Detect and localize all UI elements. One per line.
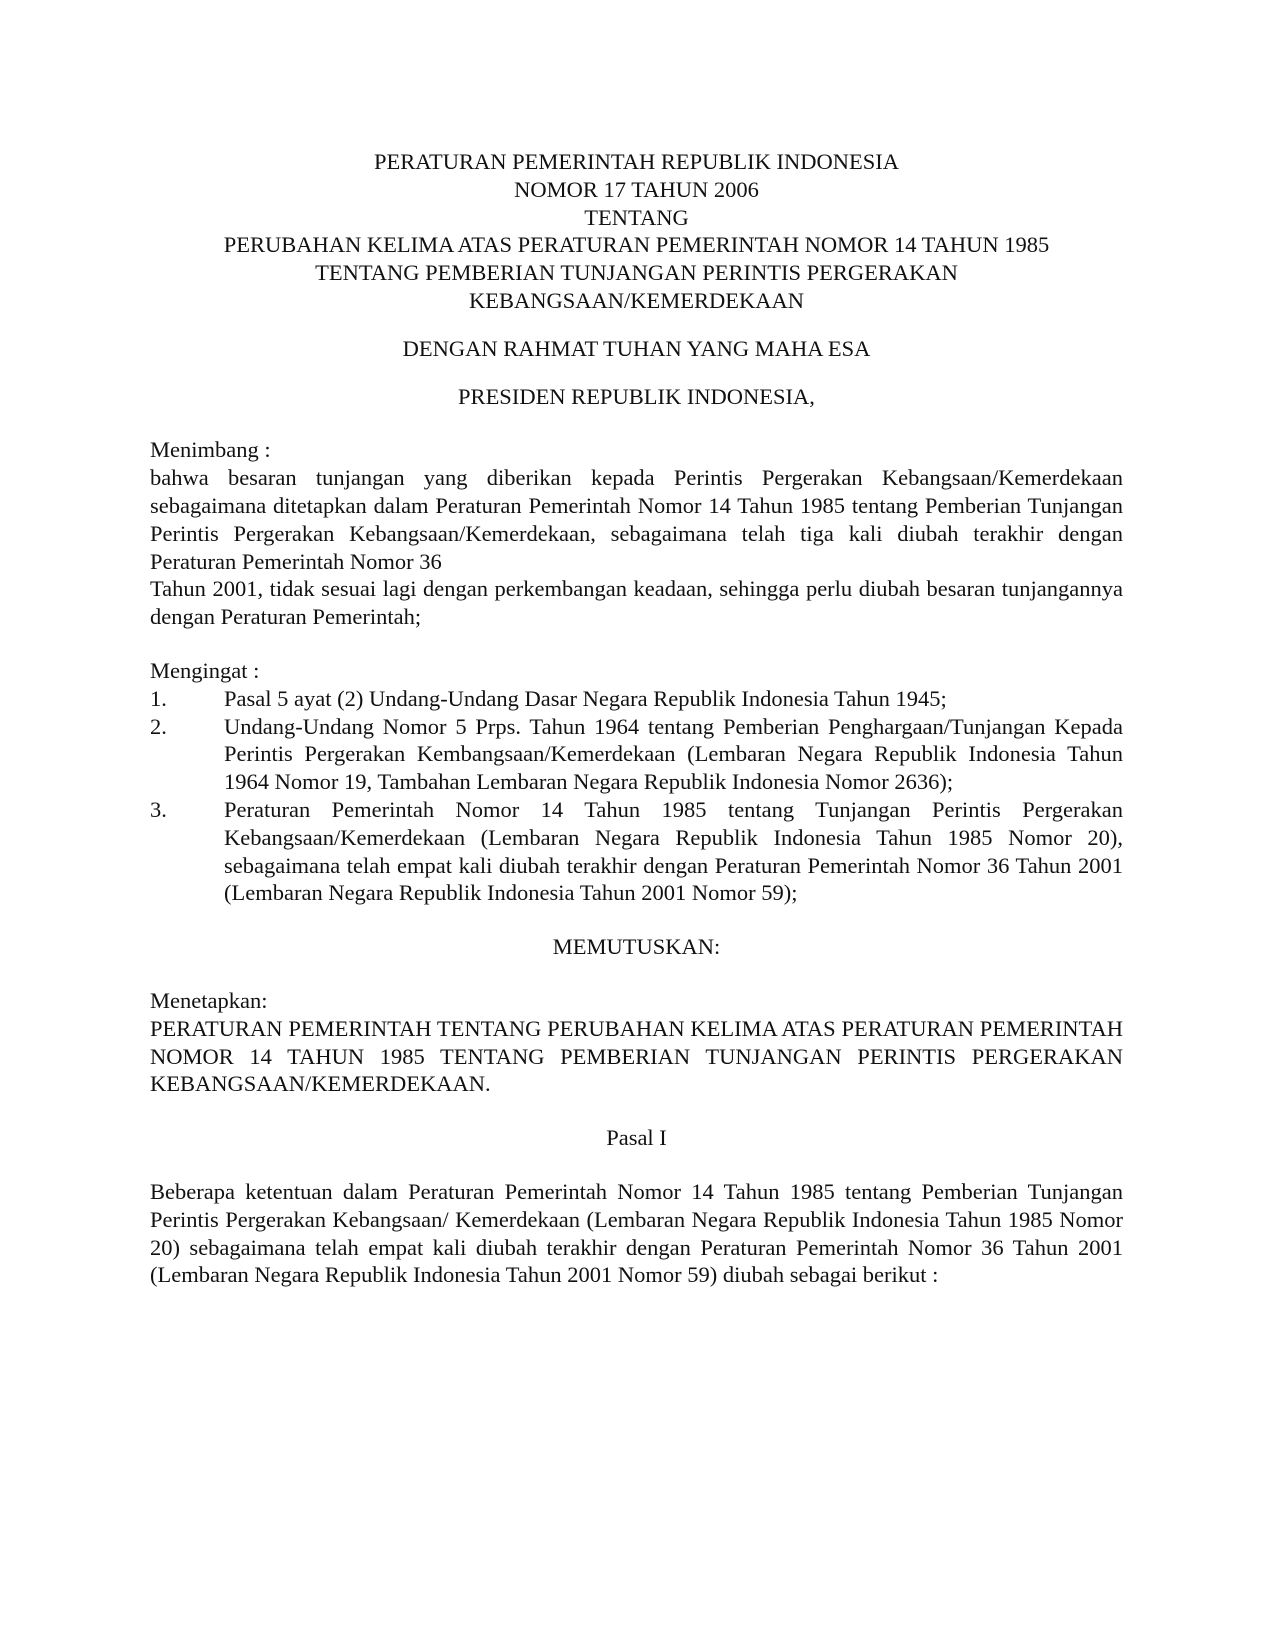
memutuskan-heading: MEMUTUSKAN:	[552, 934, 721, 960]
mengingat-label: Mengingat :	[150, 657, 260, 683]
list-item-number: 1.	[150, 685, 167, 711]
title-line-2: NOMOR 17 TAHUN 2006	[514, 176, 759, 202]
menimbang-label: Menimbang :	[150, 437, 271, 463]
title-line-6: KEBANGSAAN/KEMERDEKAAN	[469, 287, 804, 313]
document-title-block	[150, 148, 1123, 315]
list-item-text: Pasal 5 ayat (2) Undang-Undang Dasar Negara Republik Indonesia Tahun 1945;	[224, 685, 947, 711]
pasal-heading: Pasal I	[606, 1125, 667, 1151]
pasal-paragraph: Beberapa ketentuan dalam Peraturan Pemerintah Nomor 14 Tahun 1985 tentang Pemberian Tunjangan Perintis Pergerakan Kebangsaan/ Kemerdekaan (Lembaran Negara Republik Indonesia Tahun 1985 Nomor 20) sebagaimana telah empat kali diubah terakhir dengan Peraturan Pemerintah Nomor 36 Tahun 2001 (Lembaran Negara Republik Indonesia Tahun 2001 Nomor 59) diubah sebagai berikut :	[150, 1178, 1123, 1288]
menetapkan-text: PERATURAN PEMERINTAH TENTANG PERUBAHAN KELIMA ATAS PERATURAN PEMERINTAH NOMOR 14 TAHUN 1985 TENTANG PEMBERIAN TUNJANGAN PERINTIS PERGERAKAN KEBANGSAAN/KEMERDEKAAN.	[150, 1015, 1123, 1097]
list-item	[150, 685, 1123, 713]
document-page	[150, 148, 1123, 1289]
menimbang-paragraph-2: Tahun 2001, tidak sesuai lagi dengan perkembangan keadaan, sehingga perlu diubah besaran tunjangannya dengan Peraturan Pemerintah;	[150, 576, 1123, 630]
rahmat-line: DENGAN RAHMAT TUHAN YANG MAHA ESA	[402, 335, 871, 361]
title-line-5: TENTANG PEMBERIAN TUNJANGAN PERINTIS PERGERAKAN	[315, 260, 958, 286]
menimbang-paragraph-1: bahwa besaran tunjangan yang diberikan kepada Perintis Pergerakan Kebangsaan/Kemerdekaan sebagaimana ditetapkan dalam Peraturan Pemerintah Nomor 14 Tahun 1985 tentang Pemberian Tunjangan Perintis Pergerakan Kebangsaan/Kemerdekaan, sebagaimana telah tiga kali diubah terakhir dengan Peraturan Pemerintah Nomor 36	[150, 465, 1123, 574]
mengingat-list	[150, 685, 1123, 907]
list-item	[150, 796, 1123, 907]
list-item-number: 3.	[150, 796, 167, 822]
mengingat-section	[150, 657, 1123, 907]
list-item-text: Undang-Undang Nomor 5 Prps. Tahun 1964 tentang Pemberian Penghargaan/Tunjangan Kepada Perintis Pergerakan Kembangsaan/Kemerdekaan (Lembaran Negara Republik Indonesia Tahun 1964 Nomor 19, Tambahan Lembaran Negara Republik Indonesia Nomor 2636);	[224, 713, 1123, 795]
list-item-number: 2.	[150, 713, 167, 739]
title-line-1: PERATURAN PEMERINTAH REPUBLIK INDONESIA	[373, 149, 900, 174]
title-line-3: TENTANG	[584, 204, 689, 230]
menimbang-section	[150, 436, 1123, 631]
list-item	[150, 713, 1123, 796]
title-line-4: PERUBAHAN KELIMA ATAS PERATURAN PEMERINTAH NOMOR 14 TAHUN 1985	[223, 232, 1050, 258]
presiden-line: PRESIDEN REPUBLIK INDONESIA,	[458, 383, 815, 409]
menetapkan-section	[150, 987, 1123, 1098]
menetapkan-label: Menetapkan:	[150, 987, 268, 1013]
list-item-text: Peraturan Pemerintah Nomor 14 Tahun 1985 tentang Tunjangan Perintis Pergerakan Kebangsaan/Kemerdekaan (Lembaran Negara Republik Indonesia Tahun 1985 Nomor 20), sebagaimana telah empat kali diubah terakhir dengan Peraturan Pemerintah Nomor 36 Tahun 2001 (Lembaran Negara Republik Indonesia Tahun 2001 Nomor 59);	[224, 796, 1123, 906]
